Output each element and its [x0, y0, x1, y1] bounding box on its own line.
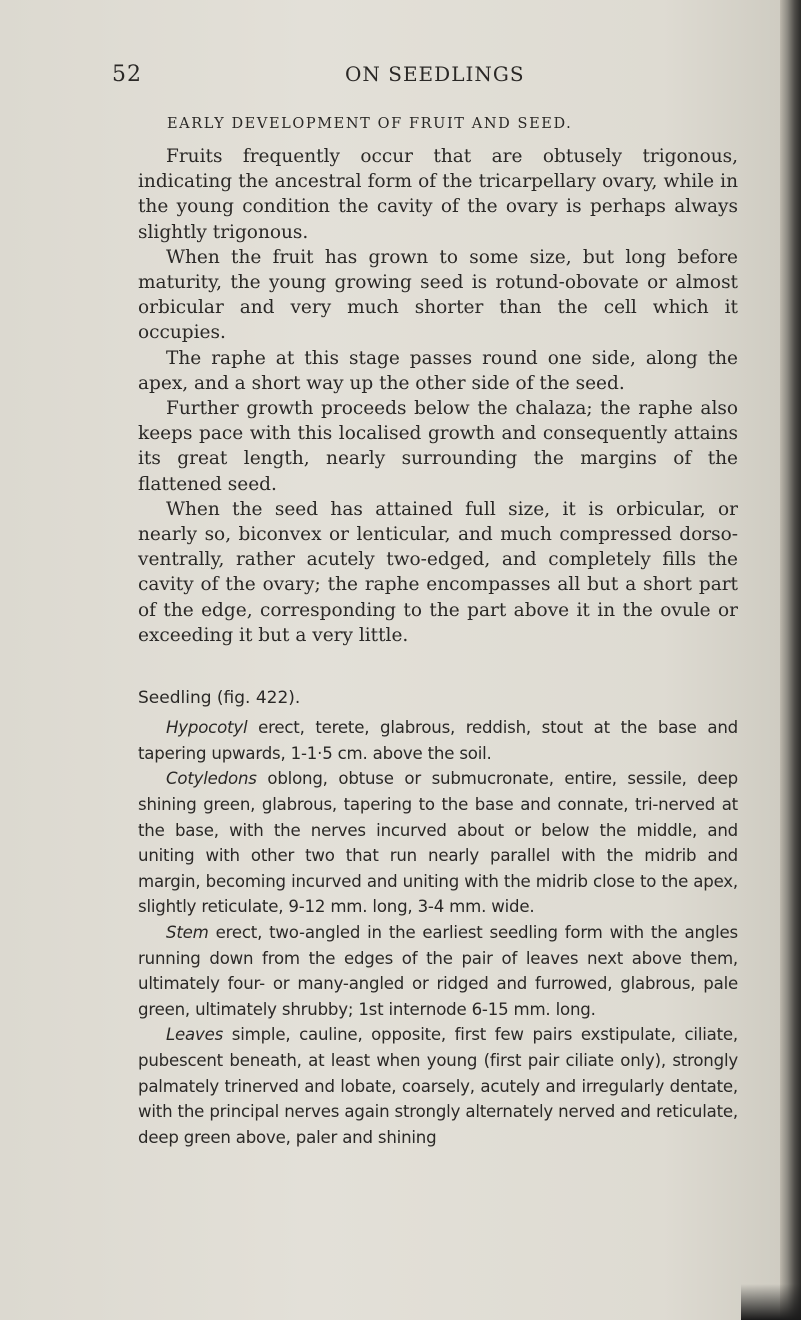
text-hypocotyl: erect, terete, glabrous, reddish, stout at the base and tapering upwards, 1-1·5 cm. above the soil. — [138, 718, 738, 763]
page-number: 52 — [112, 62, 142, 87]
book-corner-shadow — [741, 1284, 801, 1320]
text-leaves: simple, cauline, opposite, first few pairs exstipulate, ciliate, pubescent beneath, at least when young (first pair ciliate only), strongly palmately trinerved and lobate, coarsely, acutely and irregularly dentate, with the principal nerves again strongly alternately nerved and reticulate, deep green above, paler and shining — [138, 1025, 738, 1147]
entry-stem — [138, 920, 738, 1022]
term-leaves: Leaves — [166, 1025, 224, 1045]
entry-hypocotyl — [138, 715, 738, 766]
term-cotyledons: Cotyledons — [166, 769, 257, 789]
book-gutter-shadow — [780, 0, 801, 1320]
term-stem: Stem — [166, 923, 209, 943]
text-stem: erect, two-angled in the earliest seedling form with the angles running down from the edges of the pair of leaves next above them, ultimately four- or many-angled or ridged and furrowed, glabrous, pale green, ultimately shrubby; 1st internode 6-15 mm. long. — [138, 923, 738, 1019]
paragraph-young-seed: When the fruit has grown to some size, but long before maturity, the young growing seed is rotund-obovate or almost orbicular and very much shorter than the cell which it occupies. — [138, 246, 738, 344]
section-title: EARLY DEVELOPMENT OF FRUIT AND SEED. — [167, 116, 573, 132]
paragraph-raphe: The raphe at this stage passes round one side, along the apex, and a short way up the other side of the seed. — [138, 347, 738, 394]
paragraph-fruit-shape: Fruits frequently occur that are obtusely trigonous, indicating the ancestral form of the tricarpellary ovary, while in the young condition the cavity of the ovary is perhaps always slightly trigonous. — [138, 146, 738, 243]
entry-leaves — [138, 1022, 738, 1150]
entry-cotyledons — [138, 766, 738, 920]
paragraph-full-size: When the seed has attained full size, it is orbicular, or nearly so, biconvex or lenticular, and much compressed dorso-ventrally, rather acutely two-edged, and completely fills the cavity of the ovary; the raphe encompasses all but a short part of the edge, corresponding to the part above it in the ovule or exceeding it but a very little. — [138, 498, 738, 646]
paragraph-further-growth: Further growth proceeds below the chalaza; the raphe also keeps pace with this localised growth and consequently attains its great length, nearly surrounding the margins of the flattened seed. — [138, 398, 738, 495]
page-header — [0, 62, 780, 92]
page-body — [138, 144, 738, 1150]
seedling-heading: Seedling (fig. 422). — [138, 688, 301, 709]
running-head: ON SEEDLINGS — [345, 62, 525, 86]
text-cotyledons: oblong, obtuse or submucronate, entire, sessile, deep shining green, glabrous, tapering to the base and connate, tri-nerved at the base, with the nerves incurved about or below the middle, and uniting with other two that run nearly parallel with the midrib and margin, becoming incurved and uniting with the midrib close to the apex, slightly reticulate, 9-12 mm. long, 3-4 mm. wide. — [138, 769, 738, 917]
term-hypocotyl: Hypocotyl — [166, 718, 248, 738]
